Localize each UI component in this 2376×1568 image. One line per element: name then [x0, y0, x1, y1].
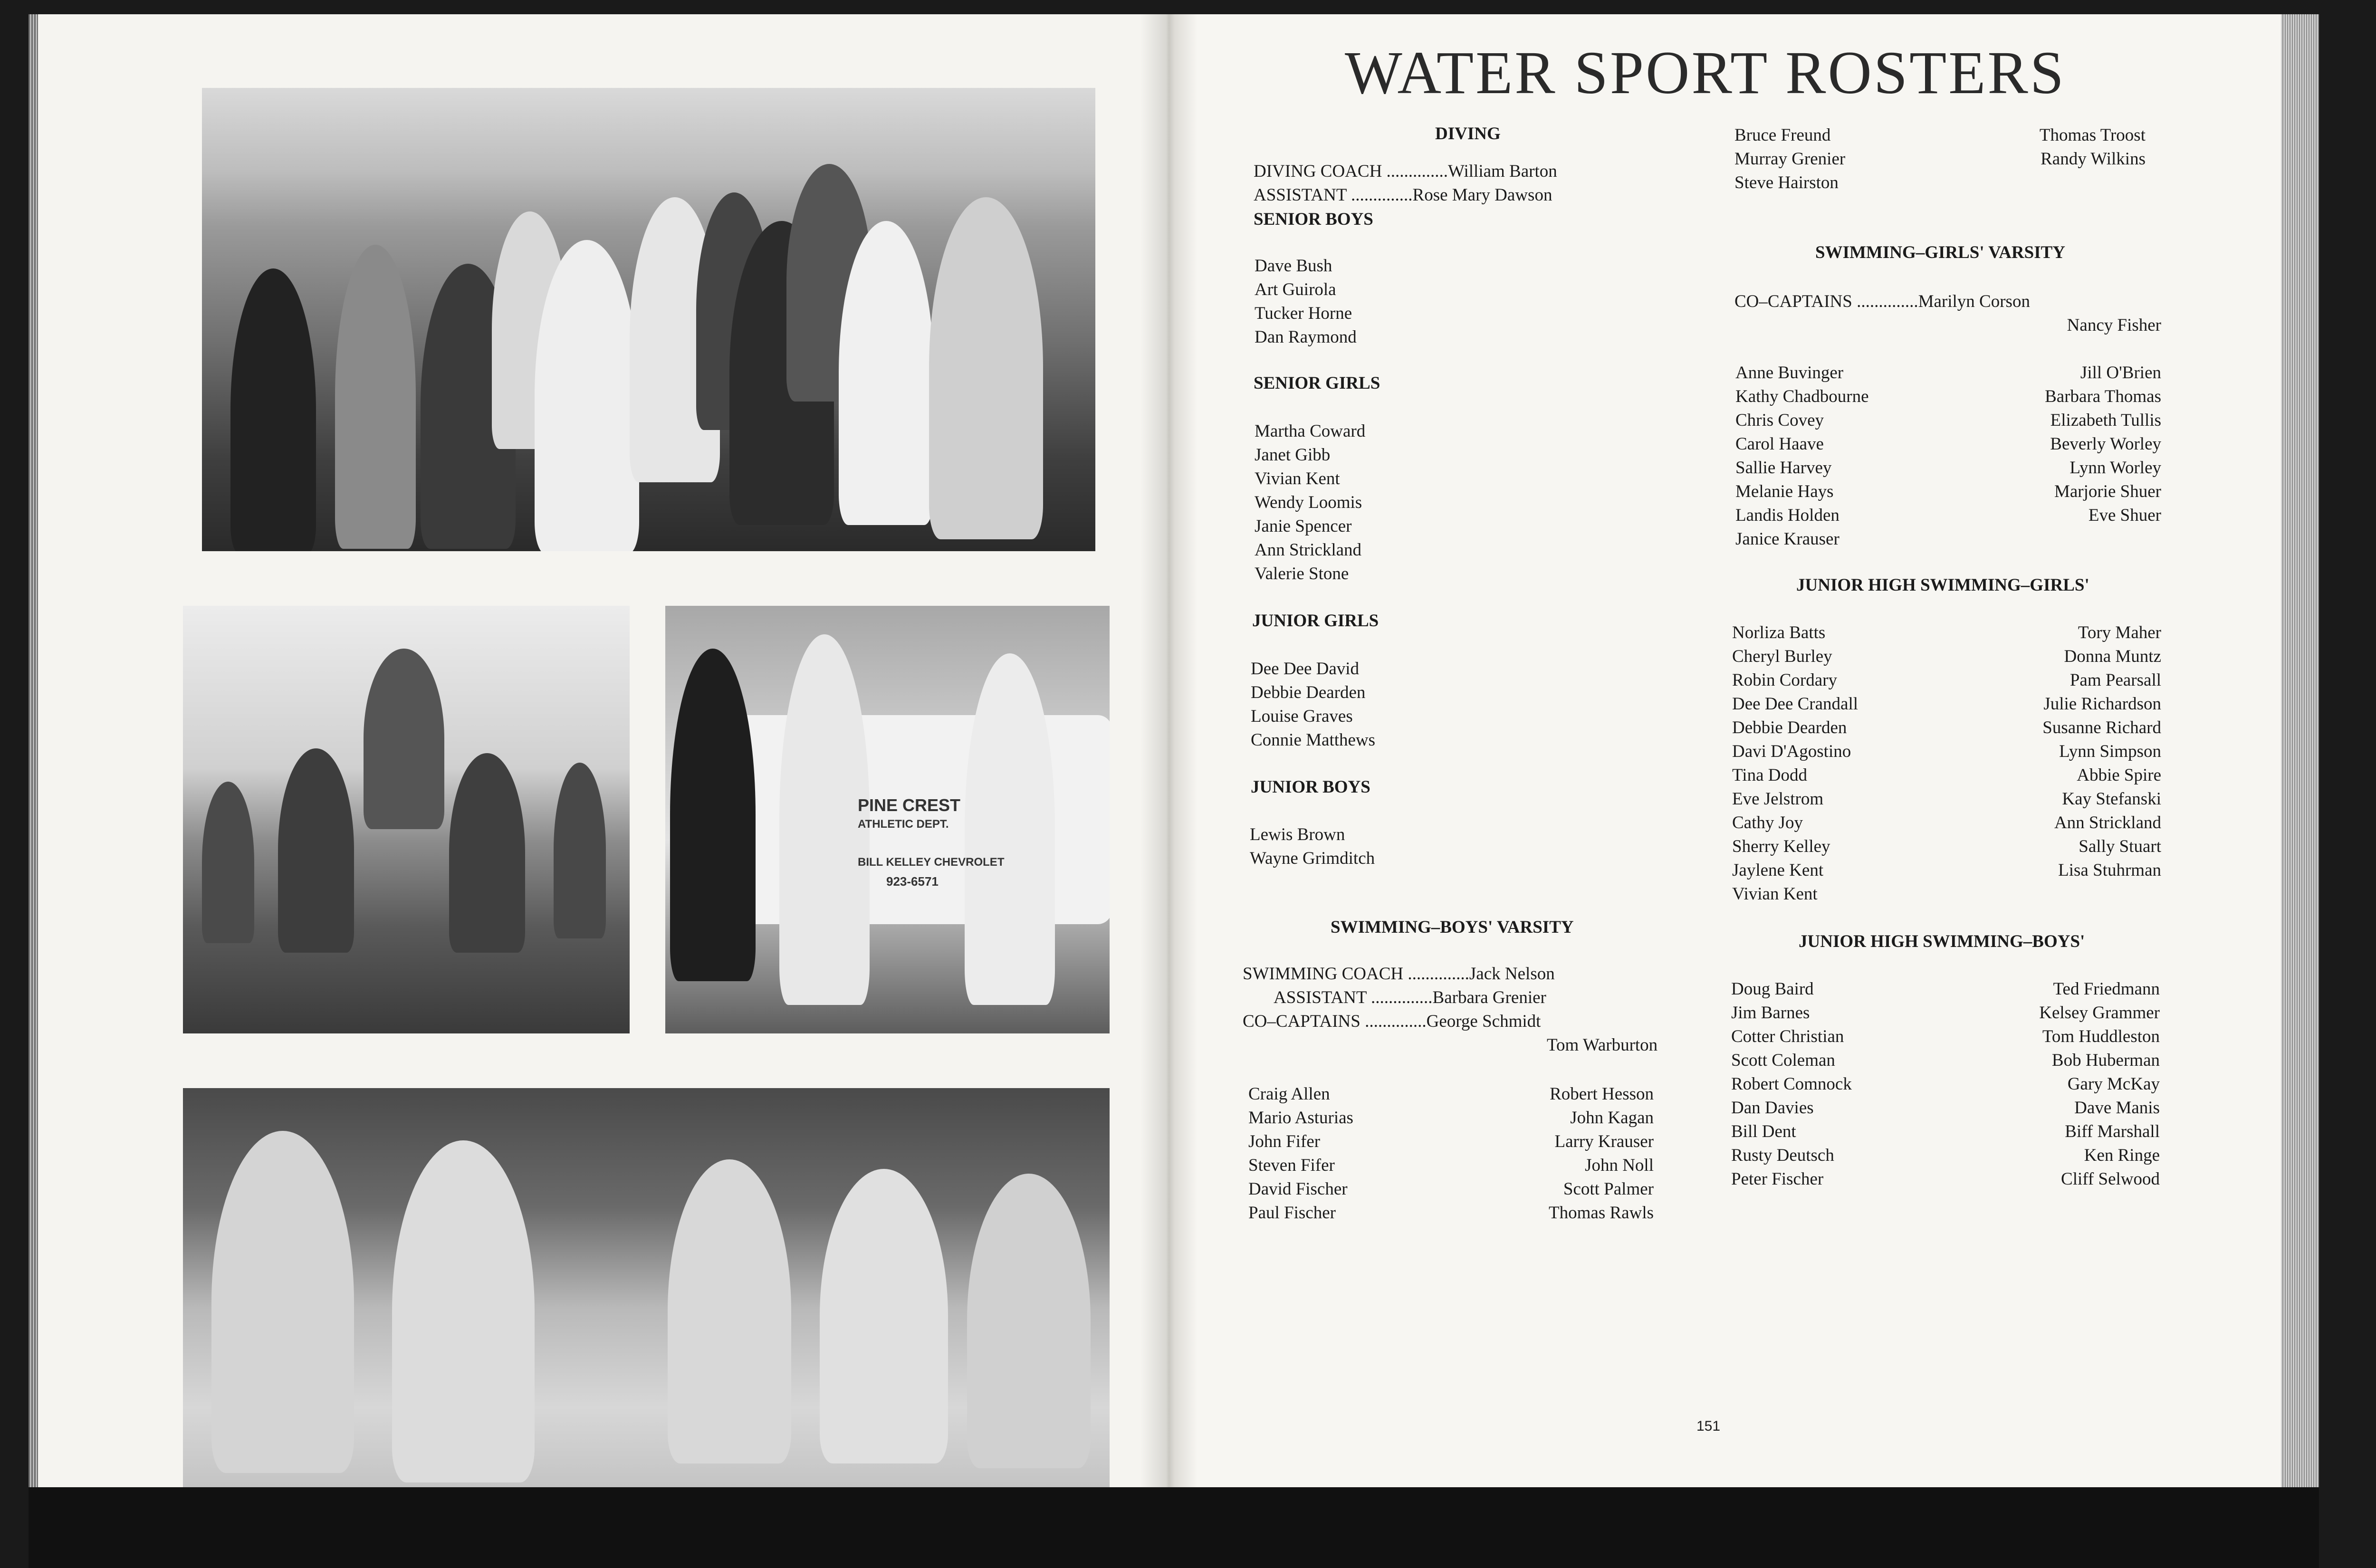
- name: Doug Baird: [1731, 979, 1814, 999]
- name: Thomas Rawls: [1549, 1203, 1654, 1223]
- name: Lynn Worley: [2069, 458, 2161, 478]
- name: Robert Comnock: [1731, 1074, 1852, 1094]
- diving-heading: DIVING: [1435, 124, 1501, 143]
- name: Dee Dee Crandall: [1732, 694, 1859, 714]
- name: Jim Barnes: [1731, 1003, 1810, 1023]
- name: Landis Holden: [1735, 506, 1839, 525]
- diving-coach: DIVING COACH ..............William Barton: [1254, 162, 1557, 181]
- page-number: 151: [1696, 1418, 1721, 1434]
- name: Mario Asturias: [1248, 1108, 1353, 1128]
- name: Ken Ringe: [2084, 1146, 2160, 1165]
- name: Cheryl Burley: [1732, 647, 1832, 666]
- name: Norliza Batts: [1732, 623, 1826, 642]
- name: Lewis Brown: [1250, 825, 1345, 844]
- name: Debbie Dearden: [1251, 683, 1366, 702]
- name: Ann Strickland: [2054, 813, 2161, 832]
- boys-varsity-coach: SWIMMING COACH ..............Jack Nelson: [1243, 964, 1555, 984]
- name: Randy Wilkins: [2041, 149, 2146, 169]
- name: Sally Stuart: [2079, 837, 2161, 856]
- name: Valerie Stone: [1255, 564, 1349, 583]
- car-sign-line2: ATHLETIC DEPT.: [858, 818, 949, 831]
- girls-varsity-col1: [1735, 361, 1869, 551]
- name: Donna Muntz: [2064, 647, 2161, 666]
- name: Barbara Thomas: [2045, 387, 2161, 406]
- junior-girls-heading: JUNIOR GIRLS: [1252, 611, 1379, 631]
- boys-varsity-col3: [1734, 124, 1845, 195]
- name: Scott Coleman: [1731, 1051, 1835, 1070]
- name: Kathy Chadbourne: [1735, 387, 1869, 406]
- page-title: WATER SPORT ROSTERS: [1345, 39, 2066, 106]
- name: Murray Grenier: [1734, 149, 1846, 169]
- girls-varsity-cocaptain-2: Nancy Fisher: [2067, 316, 2161, 335]
- jh-girls-heading: JUNIOR HIGH SWIMMING–GIRLS': [1796, 575, 2089, 595]
- jh-boys-col2: [1972, 977, 2160, 1191]
- girls-varsity-cocaptains: CO–CAPTAINS ..............Marilyn Corson: [1734, 292, 2030, 311]
- name: Eve Jelstrom: [1732, 789, 1824, 809]
- name: Dave Bush: [1255, 256, 1332, 276]
- name: Martha Coward: [1255, 421, 1366, 441]
- name: Bob Huberman: [2051, 1051, 2160, 1070]
- name: David Fischer: [1248, 1179, 1348, 1199]
- name: Pam Pearsall: [2069, 670, 2161, 690]
- name: Melanie Hays: [1735, 482, 1834, 501]
- name: Davi D'Agostino: [1732, 742, 1851, 761]
- name: Chris Covey: [1735, 411, 1824, 430]
- scan-bottom-border: [29, 1487, 2319, 1568]
- name: Cliff Selwood: [2061, 1169, 2160, 1189]
- boys-varsity-col4: [1996, 124, 2146, 171]
- name: Robert Hesson: [1550, 1084, 1654, 1104]
- name: Art Guirola: [1255, 280, 1336, 299]
- boys-varsity-cocaptain-2: Tom Warburton: [1547, 1035, 1658, 1055]
- name: Sherry Kelley: [1732, 837, 1830, 856]
- car-sign-line1: PINE CREST: [858, 795, 961, 815]
- name: Ted Friedmann: [2053, 979, 2160, 999]
- name: Jill O'Brien: [2080, 363, 2161, 382]
- name: John Fifer: [1248, 1132, 1321, 1151]
- name: John Noll: [1585, 1156, 1654, 1175]
- name: Susanne Richard: [2042, 718, 2161, 737]
- name: Jaylene Kent: [1732, 860, 1824, 880]
- name: Cotter Christian: [1731, 1027, 1844, 1046]
- senior-girls-heading: SENIOR GIRLS: [1254, 373, 1380, 393]
- girls-varsity-col2: [1972, 361, 2161, 527]
- name: Carol Haave: [1735, 434, 1824, 454]
- name: Lisa Stuhrman: [2058, 860, 2161, 880]
- jh-boys-heading: JUNIOR HIGH SWIMMING–BOYS': [1799, 932, 2085, 951]
- boys-varsity-cocaptains: CO–CAPTAINS ..............George Schmidt: [1243, 1012, 1541, 1031]
- junior-boys-heading: JUNIOR BOYS: [1251, 777, 1370, 797]
- name: Beverly Worley: [2050, 434, 2161, 454]
- name: Janice Krauser: [1735, 529, 1839, 549]
- photo-majorettes: [183, 606, 630, 1033]
- junior-boys-list: [1250, 823, 1375, 870]
- name: Wendy Loomis: [1255, 493, 1362, 512]
- name: Craig Allen: [1248, 1084, 1330, 1104]
- boys-varsity-col2: [1511, 1082, 1654, 1225]
- name: Vivian Kent: [1732, 884, 1818, 904]
- name: Elizabeth Tullis: [2050, 411, 2161, 430]
- car-sign-line3: BILL KELLEY CHEVROLET: [858, 856, 1005, 869]
- girls-varsity-heading: SWIMMING–GIRLS' VARSITY: [1815, 243, 2066, 262]
- name: Sallie Harvey: [1735, 458, 1832, 478]
- name: Louise Graves: [1251, 707, 1353, 726]
- boys-varsity-col1: [1248, 1082, 1353, 1225]
- name: Bruce Freund: [1734, 125, 1831, 145]
- name: Larry Krauser: [1554, 1132, 1654, 1151]
- name: Rusty Deutsch: [1731, 1146, 1834, 1165]
- junior-girls-list: [1251, 657, 1375, 752]
- name: Biff Marshall: [2065, 1122, 2160, 1141]
- jh-boys-col1: [1731, 977, 1852, 1191]
- name: Tucker Horne: [1255, 304, 1352, 323]
- name: Tom Huddleston: [2042, 1027, 2160, 1046]
- name: Eve Shuer: [2088, 506, 2161, 525]
- senior-boys-list: [1255, 254, 1357, 349]
- name: Vivian Kent: [1255, 469, 1340, 488]
- boys-varsity-heading: SWIMMING–BOYS' VARSITY: [1331, 918, 1574, 937]
- name: Kay Stefanski: [2062, 789, 2161, 809]
- book-gutter: [1140, 14, 1198, 1549]
- car-sign-line4: 923-6571: [886, 874, 939, 889]
- name: Steven Fifer: [1248, 1156, 1335, 1175]
- photo-queen-court: [183, 1088, 1110, 1487]
- name: Marjorie Shuer: [2054, 482, 2161, 501]
- name: Steve Hairston: [1734, 173, 1839, 192]
- boys-varsity-assistant: ASSISTANT ..............Barbara Grenier: [1274, 988, 1546, 1007]
- name: Tory Maher: [2078, 623, 2161, 642]
- jh-girls-col1: [1732, 621, 1858, 906]
- name: Kelsey Grammer: [2039, 1003, 2160, 1023]
- name: Julie Richardson: [2043, 694, 2161, 714]
- name: Janet Gibb: [1255, 445, 1331, 465]
- name: Ann Strickland: [1255, 540, 1362, 560]
- name: Dave Manis: [2074, 1098, 2160, 1118]
- name: John Kagan: [1570, 1108, 1654, 1128]
- name: Dee Dee David: [1251, 659, 1360, 679]
- book-edge-right: [2281, 14, 2319, 1549]
- name: Thomas Troost: [2039, 125, 2146, 145]
- name: Robin Cordary: [1732, 670, 1837, 690]
- diving-assistant: ASSISTANT ..............Rose Mary Dawson: [1254, 185, 1552, 205]
- jh-girls-col2: [1972, 621, 2161, 882]
- name: Connie Matthews: [1251, 730, 1376, 750]
- name: Cathy Joy: [1732, 813, 1803, 832]
- name: Paul Fischer: [1248, 1203, 1336, 1223]
- name: Janie Spencer: [1255, 516, 1352, 536]
- name: Bill Dent: [1731, 1122, 1796, 1141]
- name: Anne Buvinger: [1735, 363, 1844, 382]
- name: Scott Palmer: [1563, 1179, 1654, 1199]
- name: Gary McKay: [2067, 1074, 2160, 1094]
- name: Abbie Spire: [2077, 765, 2161, 785]
- senior-girls-list: [1255, 420, 1365, 586]
- name: Tina Dodd: [1732, 765, 1807, 785]
- name: Lynn Simpson: [2059, 742, 2161, 761]
- name: Wayne Grimditch: [1250, 849, 1375, 868]
- photo-coaches-group: [202, 88, 1095, 551]
- photo-car-presentation: [665, 606, 1110, 1033]
- name: Debbie Dearden: [1732, 718, 1847, 737]
- name: Dan Raymond: [1255, 327, 1357, 347]
- name: Peter Fischer: [1731, 1169, 1824, 1189]
- senior-boys-heading: SENIOR BOYS: [1254, 210, 1373, 229]
- name: Dan Davies: [1731, 1098, 1814, 1118]
